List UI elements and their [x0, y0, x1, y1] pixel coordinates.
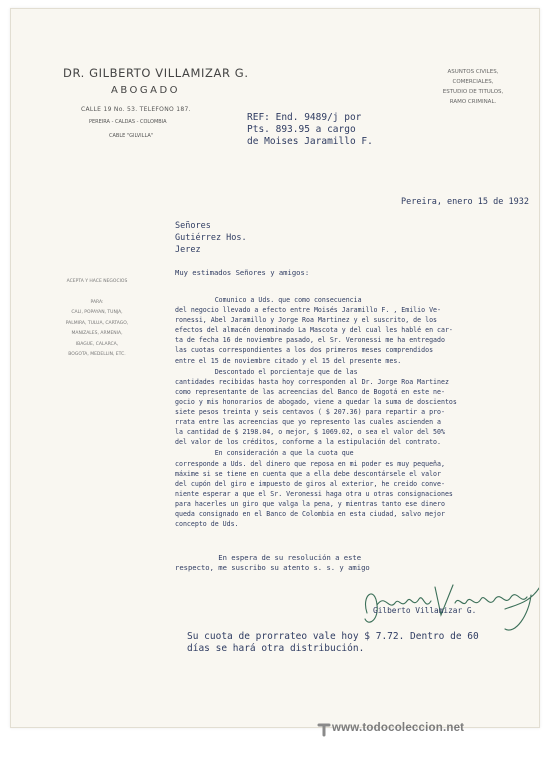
addressee-block	[175, 220, 247, 256]
letterhead-name: DR. GILBERTO VILLAMIZAR G.	[63, 66, 249, 80]
closing-line: respecto, me suscribo su atento s. s. y amigo	[175, 563, 370, 573]
body-line: queda consignado en el Banco de Colombia en esta ciudad, salvo mejor	[175, 509, 445, 518]
agency-line: MANIZALES, ARMENIA,	[71, 331, 123, 336]
body-line: En consideración a que la cuota que	[175, 449, 354, 458]
body-line: efectos del almacén denominado La Mascota y del cual les hablé en car-	[175, 326, 453, 335]
body-line: rrata entre las acreencias que yo represento las cuales ascienden a	[175, 418, 441, 427]
watermark-logo-icon	[316, 721, 332, 737]
letter-body	[175, 295, 540, 530]
postscript-note	[187, 631, 479, 655]
body-line: del cupón del giro e impuesto de giros al exterior, he creido conve-	[175, 479, 445, 488]
body-line: del negocio llevado a efecto entre Moisés Jaramillo F. , Emilio Ve-	[175, 306, 441, 315]
services-line: ASUNTOS CIVILES,	[447, 69, 499, 75]
services-line: ESTUDIO DE TITULOS,	[442, 89, 504, 95]
signature-name: Gilberto Villamizar G.	[373, 606, 477, 615]
addressee-line: Jerez	[175, 245, 201, 255]
body-line: las cuotas correspondientes a los dos primeros meses comprendidos	[175, 346, 434, 355]
letter-date: Pereira, enero 15 de 1932	[401, 197, 529, 207]
agency-line: IBAGUE, CALARCA,	[75, 341, 119, 347]
letterhead-address: CALLE 19 No. 53. TELEFONO 187.	[81, 106, 191, 113]
services-line: RAMO CRIMINAL.	[449, 99, 497, 105]
body-line: ta de fecha 16 de noviembre pasado, el Sr. Veronessi me ha entregado	[175, 336, 445, 345]
body-line: Descontado el porcientaje que de las	[175, 367, 358, 376]
services-block	[413, 67, 533, 107]
note-line: días se hará otra distribución.	[187, 643, 365, 654]
body-line: para hacerles un giro que valga la pena, y mientras tanto ese dinero	[175, 499, 445, 508]
addressee-line: Gutiérrez Hos.	[175, 233, 247, 243]
salutation: Muy estimados Señores y amigos:	[175, 268, 310, 277]
agency-line: PARA:	[90, 299, 104, 305]
body-line: máxime si se tiene en cuenta que a ella debe descontársele el valor	[175, 469, 441, 478]
paragraph	[175, 448, 540, 529]
letterhead-cable: CABLE "GILVILLA"	[109, 133, 154, 139]
body-line: corresponde a Uds. del dinero que reposa en mi poder es muy pequeña,	[175, 459, 445, 468]
paragraph	[175, 367, 540, 448]
reference-line: Pts. 893.95 a cargo	[247, 124, 356, 135]
letterhead-title: ABOGADO	[111, 85, 181, 96]
services-line: COMERCIALES,	[452, 79, 494, 85]
body-line: Comunico a Uds. que como consecuencia	[175, 296, 362, 304]
addressee-line: Señores	[175, 221, 211, 231]
letterhead-city: PEREIRA - CALDAS - COLOMBIA	[89, 119, 167, 125]
body-line: la cantidad de $ 2198.04, o mejor, $ 1069.02, o sea el valor del 50%	[175, 428, 445, 437]
closing-line: En espera de su resolución a este	[175, 553, 362, 562]
agency-line: PALMIRA, TULUA, CARTAGO,	[65, 320, 129, 326]
agency-block	[47, 277, 147, 361]
body-line: concepto de Uds.	[175, 520, 239, 529]
body-line: gocio y mis honorarios de abogado, viene a quedar la suma de doscientos	[175, 397, 457, 406]
watermark[interactable]: www.todocoleccion.net	[332, 722, 465, 734]
reference-line: de Moises Jaramillo F.	[247, 136, 373, 147]
body-line: siete pesos treinta y seis centavos ( $ 207.36) para repartir a pro-	[175, 408, 445, 417]
agency-line: CALI, POPAYAN, TUNJA,	[71, 310, 123, 315]
closing-block	[175, 553, 370, 573]
agency-line: ACEPTA Y HACE NEGOCIOS	[66, 279, 128, 284]
body-line: niente esperar a que el Sr. Veronessi haga otra u otras consignaciones	[175, 489, 453, 498]
body-line: del valor de los créditos, conforme a la estipulación del contrato.	[175, 438, 441, 447]
reference-line: REF: End. 9489/j por	[247, 112, 362, 123]
body-line: entre el 15 de noviembre citado y el 15 del presente mes.	[175, 356, 402, 365]
body-line: ronessi, Abel Jaramillo y Jorge Roa Martinez y el suscrito, de los	[175, 316, 438, 325]
letter-sheet	[10, 8, 540, 728]
note-line: Su cuota de prorrateo vale hoy $ 7.72. Dentro de 60	[187, 631, 479, 642]
paragraph	[175, 295, 540, 366]
agency-line: BOGOTA, MEDELLIN, ETC.	[68, 352, 126, 357]
body-line: como representante de las acreencias del Banco de Bogotá en este ne-	[175, 387, 445, 396]
reference-block	[247, 112, 373, 148]
body-line: cantidades recibidas hasta hoy corresponden al Dr. Jorge Roa Martinez	[175, 377, 449, 386]
